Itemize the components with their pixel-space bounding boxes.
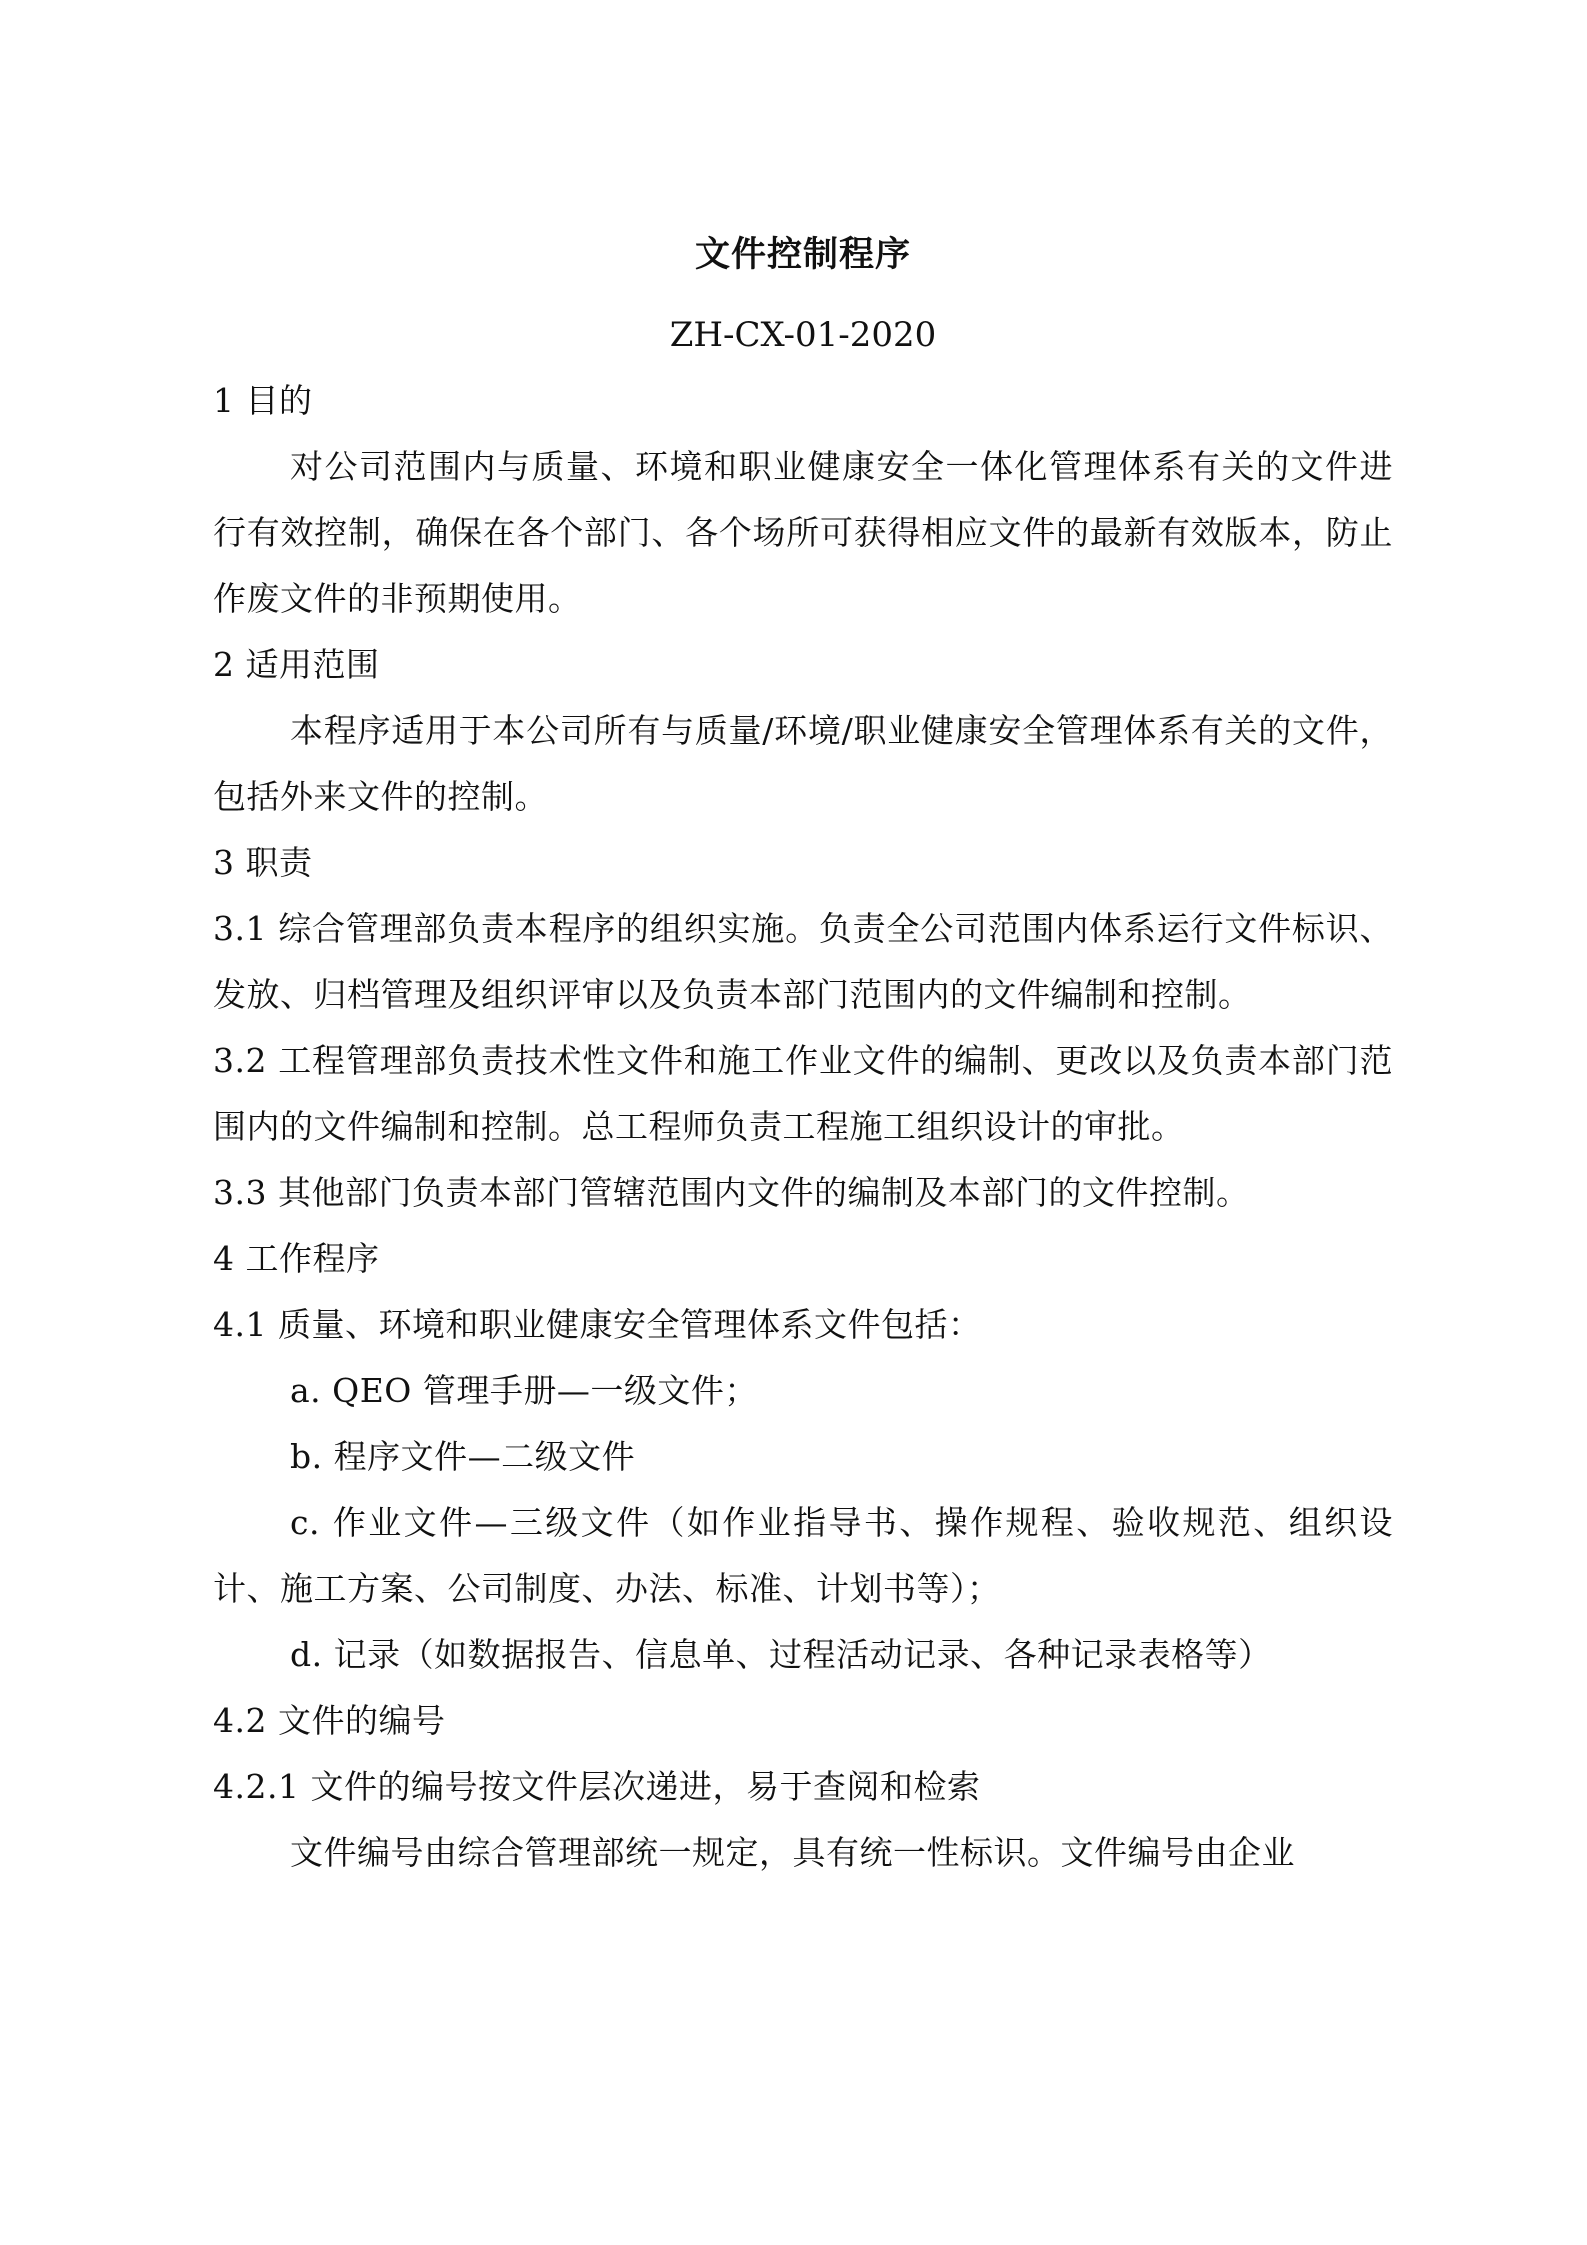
list-item-b: b. 程序文件—二级文件: [290, 1437, 636, 1476]
paragraph-numbering-4-2-1: 4.2.1 文件的编号按文件层次递进，易于查阅和检索: [213, 1767, 981, 1806]
section-heading-purpose: 1 目的: [213, 381, 313, 420]
list-item-c: c. 作业文件—三级文件（如作业指导书、操作规程、验收规范、组织设计、施工方案、公司制度、办法、标准、计划书等）；: [213, 1503, 1393, 1608]
paragraph-responsibility-3-2: 3.2 工程管理部负责技术性文件和施工作业文件的编制、更改以及负责本部门范围内的文件编制和控制。总工程师负责工程施工组织设计的审批。: [213, 1041, 1393, 1146]
section-heading-responsibilities: 3 职责: [213, 843, 313, 882]
paragraph-responsibility-3-3: 3.3 其他部门负责本部门管辖范围内文件的编制及本部门的文件控制。: [213, 1173, 1250, 1212]
paragraph-numbering-detail: 文件编号由综合管理部统一规定，具有统一性标识。文件编号由企业: [290, 1833, 1295, 1872]
paragraph-scope: 本程序适用于本公司所有与质量/环境/职业健康安全管理体系有关的文件，包括外来文件的控制。: [213, 711, 1393, 816]
section-heading-procedure: 4 工作程序: [213, 1239, 380, 1278]
paragraph-purpose: 对公司范围内与质量、环境和职业健康安全一体化管理体系有关的文件进行有效控制，确保在各个部门、各个场所可获得相应文件的最新有效版本，防止作废文件的非预期使用。: [213, 447, 1393, 618]
document-body: [213, 222, 1393, 1886]
paragraph-responsibility-3-1: 3.1 综合管理部负责本程序的组织实施。负责全公司范围内体系运行文件标识、发放、归档管理及组织评审以及负责本部门范围内的文件编制和控制。: [213, 909, 1393, 1014]
list-item-d: d. 记录（如数据报告、信息单、过程活动记录、各种记录表格等）: [290, 1635, 1272, 1674]
section-heading-scope: 2 适用范围: [213, 645, 380, 684]
list-item-a: a. QEO 管理手册—一级文件；: [290, 1371, 758, 1410]
paragraph-procedure-4-1: 4.1 质量、环境和职业健康安全管理体系文件包括：: [213, 1305, 982, 1344]
document-title: 文件控制程序: [694, 234, 911, 275]
section-heading-numbering: 4.2 文件的编号: [213, 1701, 446, 1740]
document-code: ZH-CX-01-2020: [669, 315, 937, 355]
